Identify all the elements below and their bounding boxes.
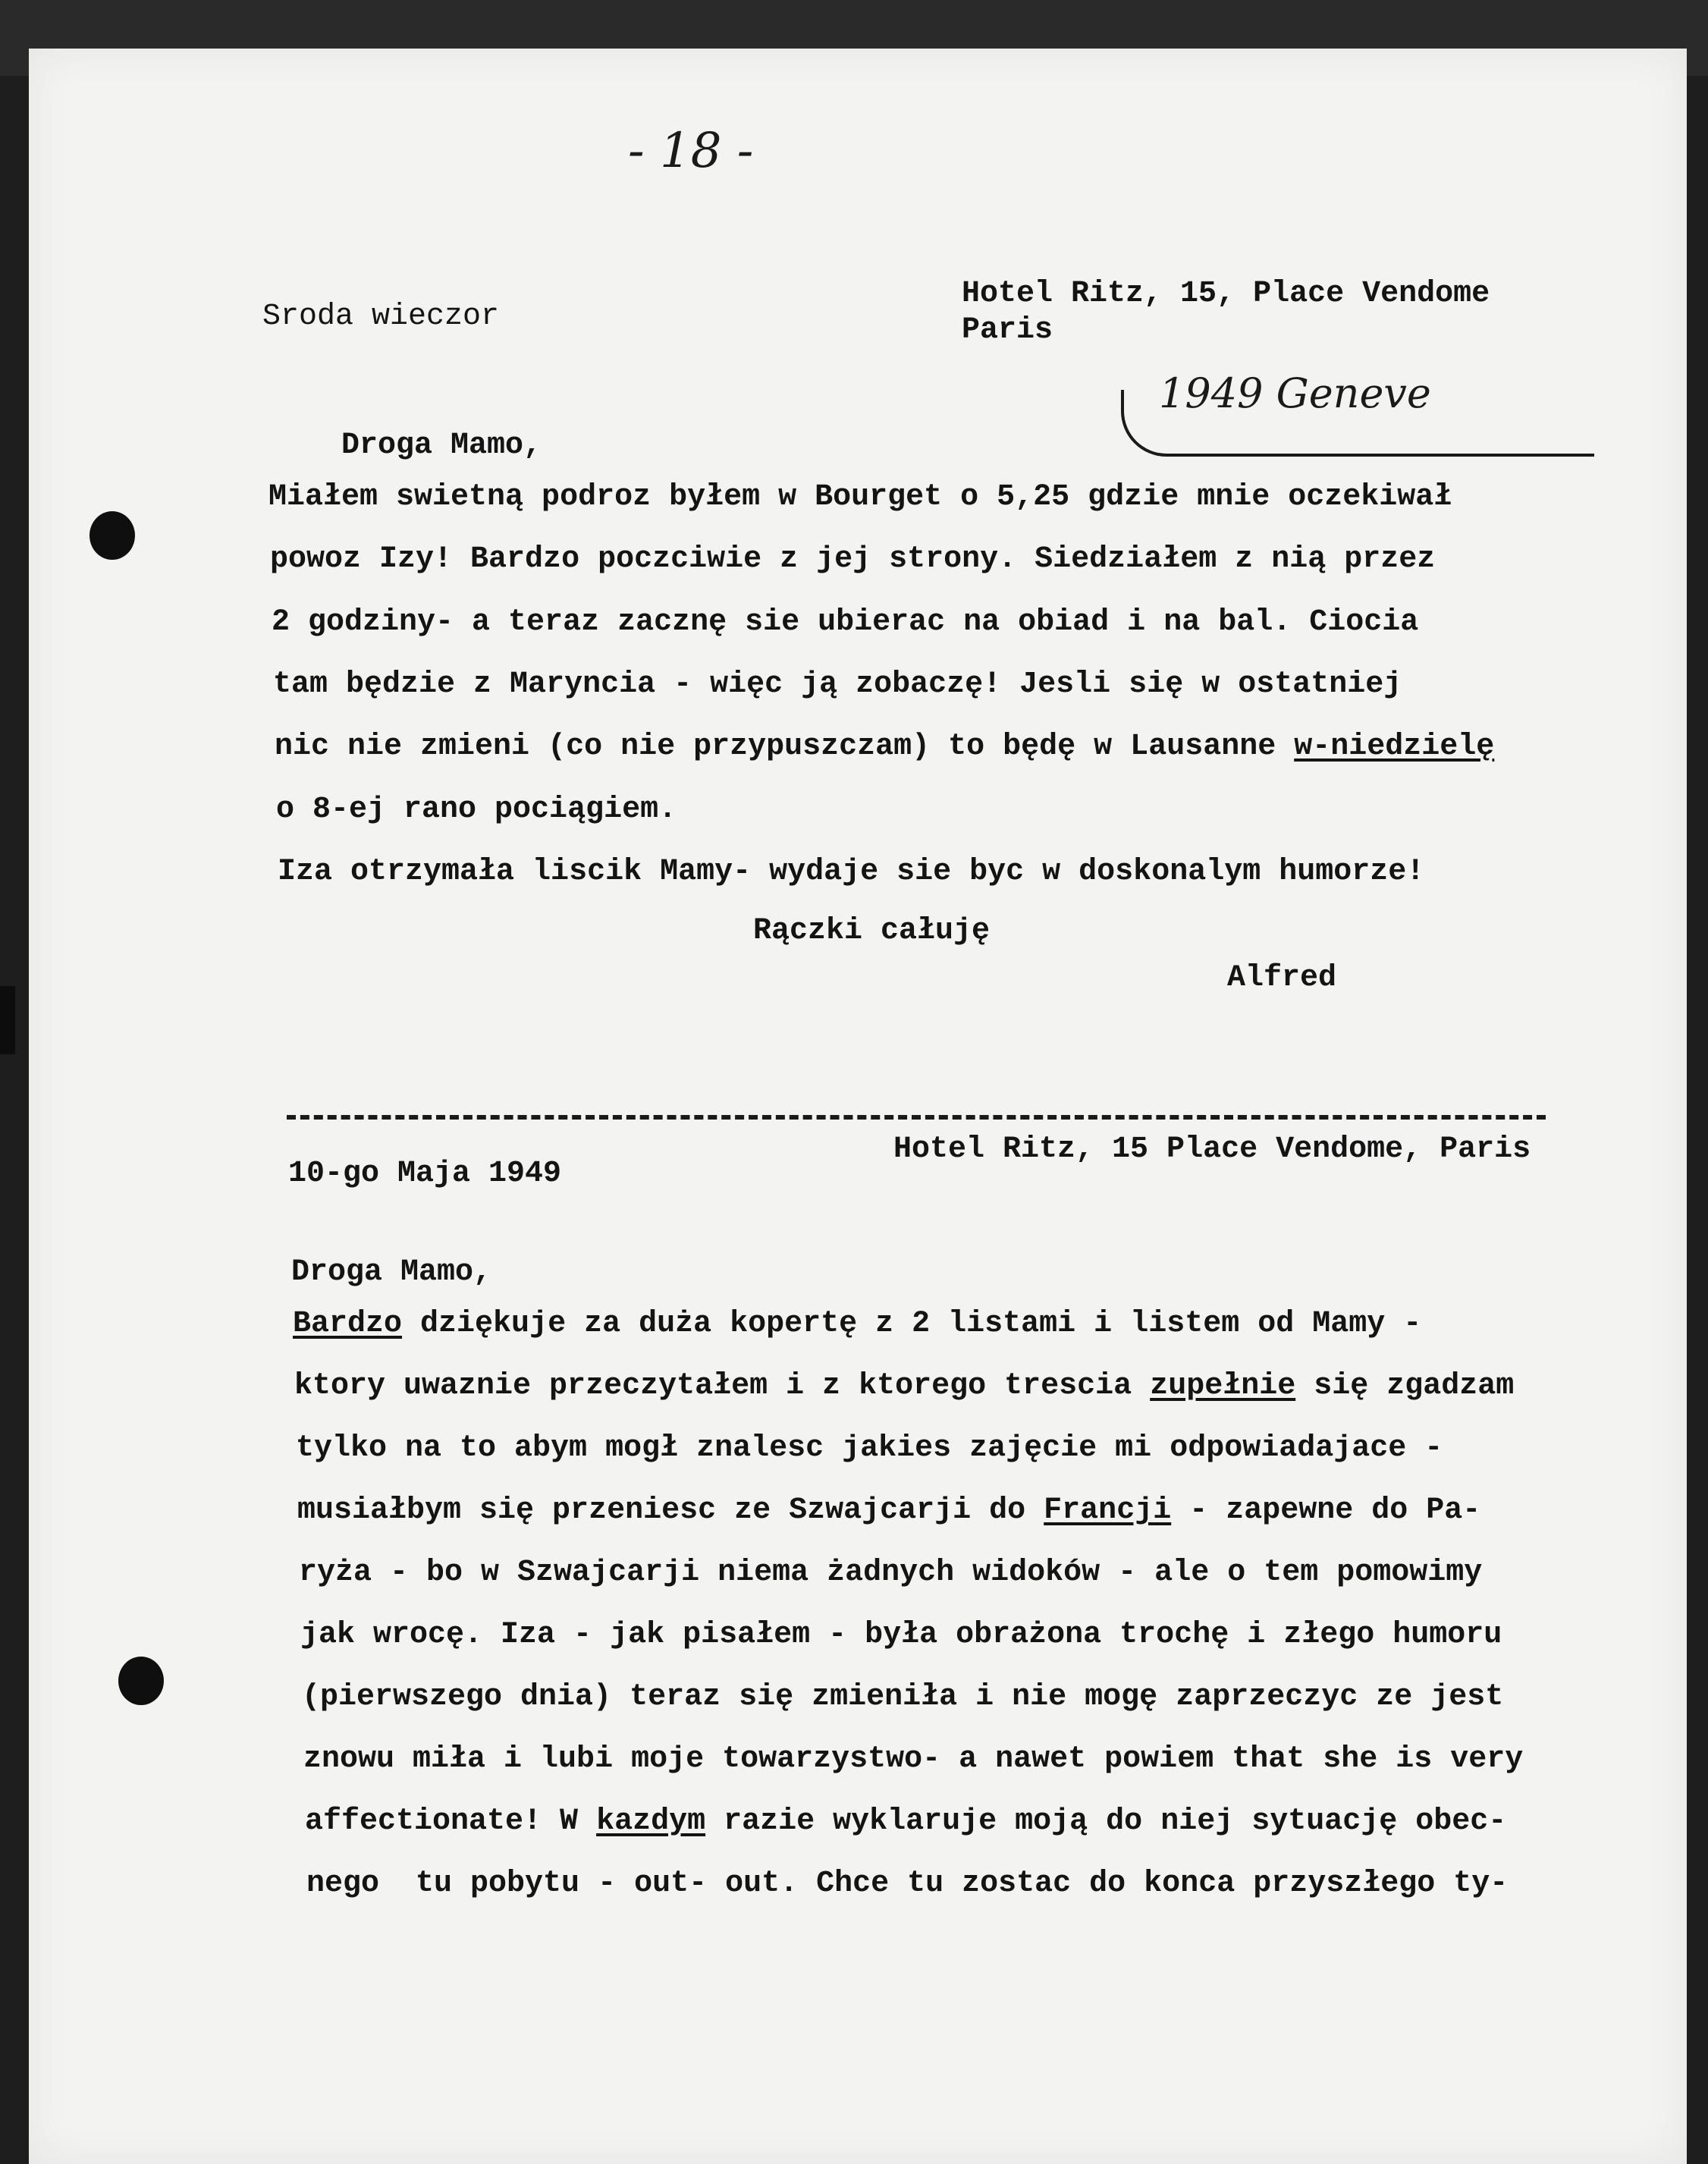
letter1-underlined-word: w-niedzielę — [1294, 730, 1495, 764]
letter2-body-line: jak wrocę. Iza - jak pisałem - była obrażona trochę i złego humoru — [300, 1618, 1502, 1652]
letter2-body-line: nego tu pobytu - out- out. Chce tu zostac do konca przyszłego ty- — [306, 1867, 1509, 1901]
page-number: - 18 - — [628, 123, 754, 179]
letter2-body-line: tylko na to abym mogł znalesc jakies zajęcie mi odpowiadajace - — [296, 1431, 1443, 1465]
letter1-address-line2: Paris — [962, 313, 1053, 347]
letter1-address-line1: Hotel Ritz, 15, Place Vendome — [962, 277, 1490, 311]
underlined-word: Francji — [1044, 1493, 1172, 1528]
letter1-body-line: Iza otrzymała liscik Mamy- wydaje sie byc w doskonalym humorze! — [278, 855, 1425, 889]
typewritten-page — [29, 49, 1687, 2164]
body-text: musiałbym się przeniesc ze Szwajcarji do — [297, 1493, 1044, 1528]
letter1-body-line: o 8-ej rano pociągiem. — [276, 793, 677, 827]
letter1-body-line: Miałem swietną podroz byłem w Bourget o 5,25 gdzie mnie oczekiwał — [268, 480, 1452, 514]
letter1-body-line: powoz Izy! Bardzo poczciwie z jej strony. Siedziałem z nią przez — [270, 542, 1436, 576]
letter2-address: Hotel Ritz, 15 Place Vendome, Paris — [893, 1132, 1531, 1167]
letter2-body-line — [294, 1368, 1514, 1405]
letter2-body-line — [305, 1804, 1506, 1840]
letter1-body-text: nic nie zmieni (co nie przypuszczam) to będę w Lausanne — [275, 730, 1295, 764]
punch-hole-bottom — [118, 1657, 164, 1705]
letter2-body-line — [293, 1306, 1421, 1343]
dashed-divider — [287, 1115, 1546, 1120]
body-text: dziękuje za duża kopertę z 2 listami i listem od Mamy - — [402, 1307, 1422, 1341]
letter1-body-line: 2 godziny- a teraz zacznę sie ubierac na obiad i na bal. Ciocia — [272, 605, 1419, 639]
underlined-word: Bardzo — [293, 1307, 403, 1341]
letter1-body-line: tam będzie z Maryncia - więc ją zobaczę! Jesli się w ostatniej — [273, 667, 1402, 702]
letter1-date: Sroda wieczor — [262, 300, 500, 334]
body-text: się zgadzam — [1295, 1369, 1515, 1403]
letter1-body-line — [275, 729, 1494, 765]
body-text: affectionate! W — [305, 1804, 597, 1839]
letter2-date: 10-go Maja 1949 — [288, 1157, 562, 1191]
underlined-word: kazdym — [596, 1804, 706, 1839]
letter2-body-line: ryża - bo w Szwajcarji niema żadnych widoków - ale o tem pomowimy — [299, 1556, 1483, 1590]
underlined-word: zupełnie — [1150, 1369, 1296, 1403]
handwritten-annotation: 1949 Geneve — [1159, 369, 1431, 417]
body-text: razie wyklaruje moją do niej sytuację obec- — [705, 1804, 1507, 1839]
letter1-closing: Rączki całuję — [753, 914, 991, 948]
punch-hole-top — [89, 511, 135, 560]
letter2-salutation: Droga Mamo, — [291, 1255, 492, 1289]
letter2-body-line — [297, 1493, 1480, 1529]
letter1-signature: Alfred — [1227, 961, 1337, 995]
body-text: ktory uwaznie przeczytałem i z ktorego trescia — [294, 1369, 1151, 1403]
scan-clip-mark — [0, 986, 15, 1054]
letter2-body-line: znowu miła i lubi moje towarzystwo- a nawet powiem that she is very — [303, 1742, 1524, 1776]
letter2-body-line: (pierwszego dnia) teraz się zmieniła i nie mogę zaprzeczyc ze jest — [302, 1680, 1504, 1714]
letter1-salutation: Droga Mamo, — [341, 429, 542, 463]
body-text: - zapewne do Pa- — [1171, 1493, 1481, 1528]
